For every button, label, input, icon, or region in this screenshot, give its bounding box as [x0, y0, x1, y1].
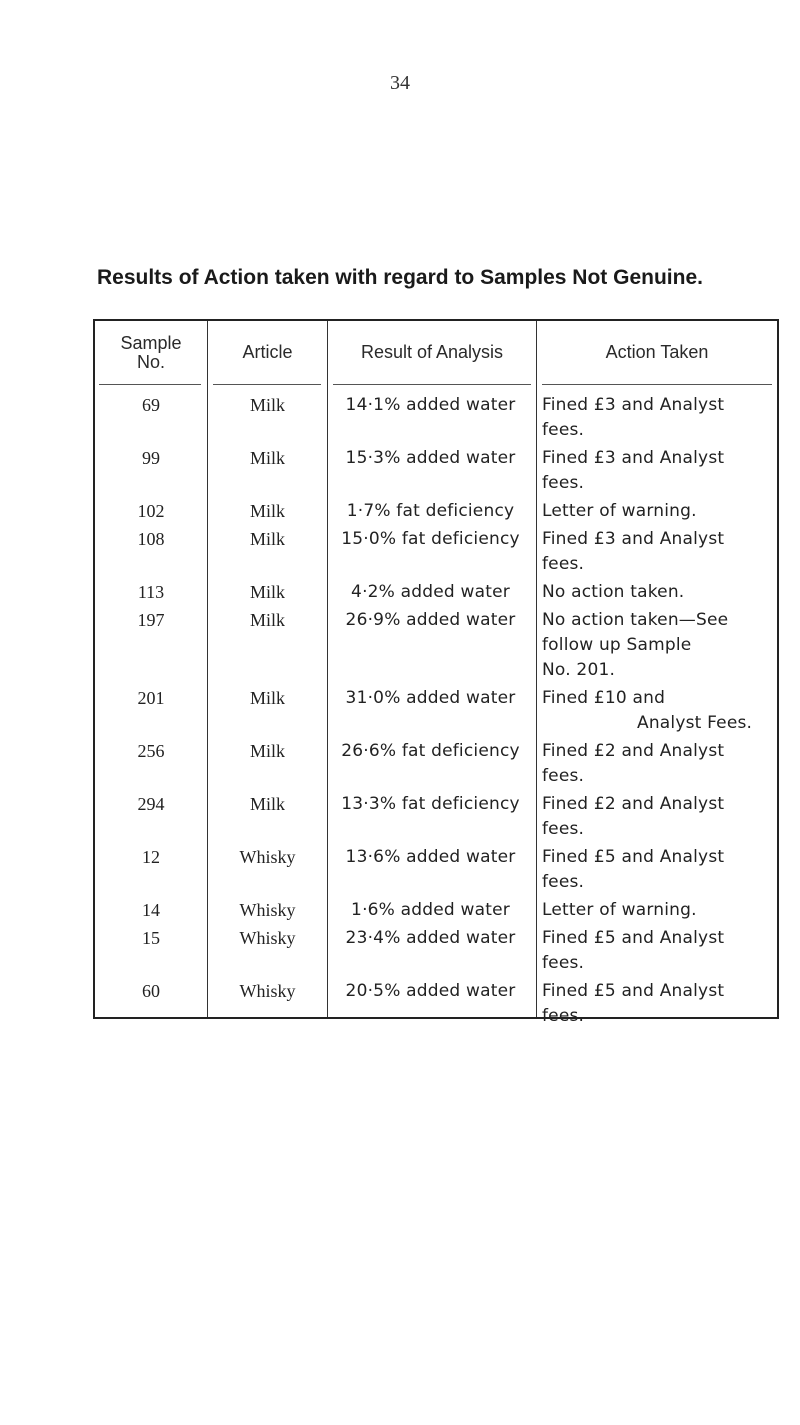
sample-number: 15: [142, 928, 160, 948]
action-line: fees.: [542, 420, 585, 440]
header-sample-no-line1: Sample: [120, 332, 182, 353]
action-taken: [542, 686, 775, 736]
sample-number: 99: [142, 448, 160, 468]
article: Whisky: [239, 900, 296, 920]
action-line: Fined £2 and Analyst: [542, 794, 725, 814]
sample-number: 69: [142, 395, 160, 415]
action-taken: [542, 979, 775, 1029]
action-line: Analyst Fees.: [637, 713, 753, 733]
sample-number: 60: [142, 981, 160, 1001]
analysis-result: 4·2% added water: [351, 582, 510, 602]
action-line: No. 201.: [542, 660, 616, 680]
results-table: [93, 319, 779, 1026]
header-sample-no: [95, 321, 207, 384]
action-line: Fined £5 and Analyst: [542, 928, 725, 948]
article: Milk: [249, 794, 285, 814]
header-action: Action Taken: [605, 342, 709, 362]
analysis-result: 14·1% added water: [345, 395, 516, 415]
action-line: Fined £10 and: [542, 688, 666, 708]
action-taken: [542, 739, 775, 789]
action-taken: [542, 499, 775, 524]
analysis-result: 15·0% fat deficiency: [341, 529, 520, 549]
article: Milk: [249, 582, 285, 602]
analysis-result: 26·9% added water: [345, 610, 516, 630]
action-taken: [542, 898, 775, 923]
article: Milk: [249, 610, 285, 630]
header-rule: [213, 384, 321, 385]
sample-number: 14: [142, 900, 160, 920]
header-result: Result of Analysis: [360, 342, 504, 362]
sample-number: 201: [137, 688, 165, 708]
article: Milk: [249, 529, 285, 549]
header-rule: [99, 384, 201, 385]
action-taken: [542, 792, 775, 842]
action-line: Fined £3 and Analyst: [542, 448, 725, 468]
analysis-result: 15·3% added water: [345, 448, 516, 468]
header-rule: [542, 384, 772, 385]
action-line: fees.: [542, 953, 585, 973]
page-number: 34: [390, 72, 410, 94]
action-taken: [542, 527, 775, 577]
sample-number: 108: [137, 529, 165, 549]
analysis-result: 13·3% fat deficiency: [341, 794, 520, 814]
sample-number: 197: [137, 610, 165, 630]
action-line: fees.: [542, 473, 585, 493]
action-taken: [542, 845, 775, 895]
article: Whisky: [239, 981, 296, 1001]
action-line: Fined £2 and Analyst: [542, 741, 725, 761]
article: Milk: [249, 395, 285, 415]
action-line: No action taken.: [542, 582, 685, 602]
header-rule: [333, 384, 531, 385]
action-line: Letter of warning.: [542, 501, 697, 521]
header-sample-no-line2: No.: [136, 351, 165, 372]
action-line: Fined £3 and Analyst: [542, 395, 725, 415]
article: Whisky: [239, 928, 296, 948]
sample-number: 12: [142, 847, 160, 867]
action-line: Letter of warning.: [542, 900, 697, 920]
action-line: fees.: [542, 819, 585, 839]
article: Milk: [249, 688, 285, 708]
action-line: fees.: [542, 872, 585, 892]
analysis-result: 23·4% added water: [345, 928, 516, 948]
sample-number: 256: [137, 741, 165, 761]
action-taken: [542, 446, 775, 496]
action-line: fees.: [542, 1006, 585, 1026]
column-divider: [536, 321, 537, 1017]
article: Milk: [249, 741, 285, 761]
action-line: Fined £3 and Analyst: [542, 529, 725, 549]
action-line: Fined £5 and Analyst: [542, 981, 725, 1001]
analysis-result: 1·7% fat deficiency: [346, 501, 515, 521]
article: Milk: [249, 501, 285, 521]
article: Milk: [249, 448, 285, 468]
action-line: Fined £5 and Analyst: [542, 847, 725, 867]
analysis-result: 13·6% added water: [345, 847, 516, 867]
action-line: fees.: [542, 766, 585, 786]
analysis-result: 31·0% added water: [345, 688, 516, 708]
action-line: No action taken—See: [542, 610, 729, 630]
analysis-result: 1·6% added water: [351, 900, 510, 920]
action-taken: [542, 926, 775, 976]
action-taken: [542, 608, 775, 683]
article: Whisky: [239, 847, 296, 867]
sample-number: 294: [137, 794, 165, 814]
action-line: fees.: [542, 554, 585, 574]
sample-number: 113: [137, 582, 165, 602]
page-title: Results of Action taken with regard to Samples Not Genuine.: [97, 266, 703, 289]
analysis-result: 20·5% added water: [345, 981, 516, 1001]
sample-number: 102: [137, 501, 165, 521]
action-line: follow up Sample: [542, 635, 692, 655]
header-article: Article: [242, 342, 293, 362]
analysis-result: 26·6% fat deficiency: [341, 741, 520, 761]
action-taken: [542, 393, 775, 443]
action-taken: [542, 580, 775, 605]
